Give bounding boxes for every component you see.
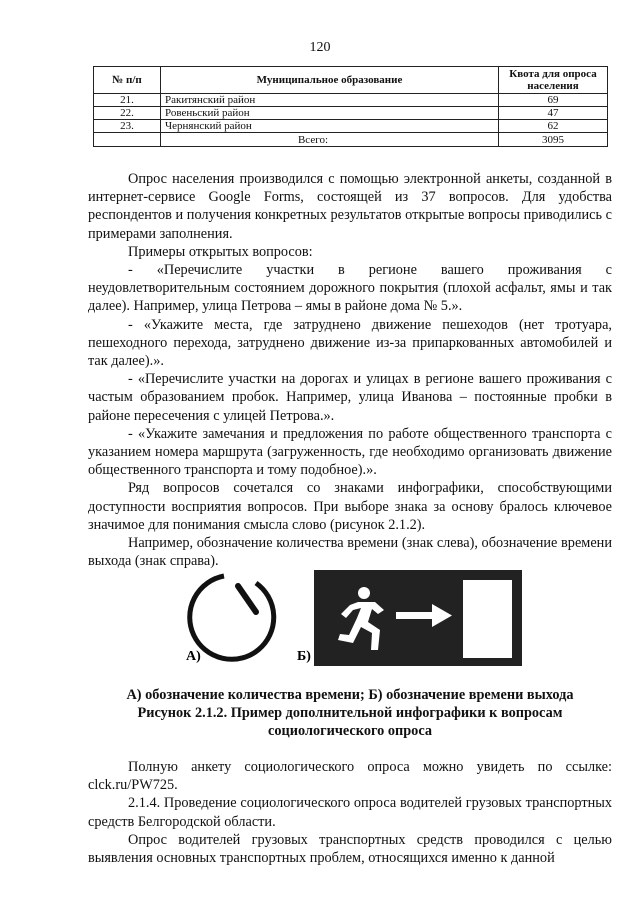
- paragraph: Например, обозначение количества времени (знак слева), обозначение времени выхода (знак справа).: [88, 535, 612, 570]
- table-row: [94, 120, 608, 133]
- row-municipality: Ракитянский район: [161, 94, 499, 107]
- infographic-svg: [180, 570, 525, 670]
- caption-line: А) обозначение количества времени; Б) обозначение времени выхода: [126, 687, 574, 703]
- figure-title: Рисунок 2.1.2. Пример дополнительной инфографики к вопросам социологического опроса: [137, 705, 563, 739]
- page-number: 120: [309, 40, 331, 55]
- infographic-figure: [180, 570, 525, 670]
- table-row: [94, 107, 608, 120]
- paragraph: - «Укажите места, где затруднено движение пешеходов (нет тротуара, пешеходного перехода, затруднено движение из-за припаркованных автомобилей и так далее).».: [88, 316, 612, 370]
- total-empty-cell: [94, 133, 161, 147]
- total-value: 3095: [499, 133, 608, 147]
- row-municipality: Ровеньский район: [161, 107, 499, 120]
- table-header-row: [94, 67, 608, 94]
- paragraph: - «Укажите замечания и предложения по работе общественного транспорта с указанием номера маршрута (загруженность, где необходимо организовать движение общественного транспорта и тому подобное).».: [88, 425, 612, 479]
- row-number: 22.: [94, 107, 161, 120]
- table-row: [94, 94, 608, 107]
- section-heading: 2.1.4. Проведение социологического опроса водителей грузовых транспортных средств Белгородской области.: [88, 795, 612, 830]
- row-quota: 62: [499, 120, 608, 133]
- body-text: [88, 170, 612, 570]
- timer-icon: [190, 576, 274, 659]
- header-municipality: Муниципальное образование: [161, 67, 499, 94]
- exit-sign-icon: [314, 570, 522, 666]
- figure-label-a: А): [186, 649, 201, 664]
- header-quota: Квота для опроса населения: [499, 67, 608, 94]
- row-number: 23.: [94, 120, 161, 133]
- paragraph: - «Перечислите участки в регионе вашего проживания с неудовлетворительным состоянием дорожного покрытия (плохой асфальт, ямы и так далее). Например, улица Петрова – ямы в районе дома № 5.».: [88, 262, 612, 315]
- row-number: 21.: [94, 94, 161, 107]
- paragraph: Опрос водителей грузовых транспортных средств проводился с целью выявления основных транспортных проблем, относящихся именно к данной: [88, 831, 612, 867]
- row-quota: 47: [499, 107, 608, 120]
- quota-table: [93, 66, 608, 147]
- total-label: Всего:: [161, 133, 499, 147]
- figure-label-b: Б): [297, 649, 311, 664]
- row-municipality: Чернянский район: [161, 120, 499, 133]
- figure-caption: [88, 686, 612, 740]
- row-quota: 69: [499, 94, 608, 107]
- paragraph: - «Перечислите участки на дорогах и улицах в регионе вашего проживания с частым образованием пробок. Например, улица Иванова – постоянные пробки в районе пересечения с улицей Петрова.».: [88, 371, 612, 424]
- body-text-continued: [88, 758, 612, 867]
- paragraph: Ряд вопросов сочетался со знаками инфографики, способствующими доступности восприятия вопросов. При выборе знака за основу бралось ключевое значимое для понимания смысла слово (рисунок 2.1.2).: [88, 480, 612, 533]
- paragraph: Примеры открытых вопросов:: [128, 243, 313, 260]
- header-number: № п/п: [94, 67, 161, 94]
- paragraph: Опрос населения производился с помощью электронной анкеты, созданной в интернет-сервисе Google Forms, состоящей из 37 вопросов. Для удобства респондентов и получения конкретных результатов открытые вопросы приводились с примерами заполнения.: [88, 171, 612, 242]
- paragraph: Полную анкету социологического опроса можно увидеть по ссылке: clck.ru/PW725.: [88, 759, 612, 794]
- table-total-row: [94, 133, 608, 147]
